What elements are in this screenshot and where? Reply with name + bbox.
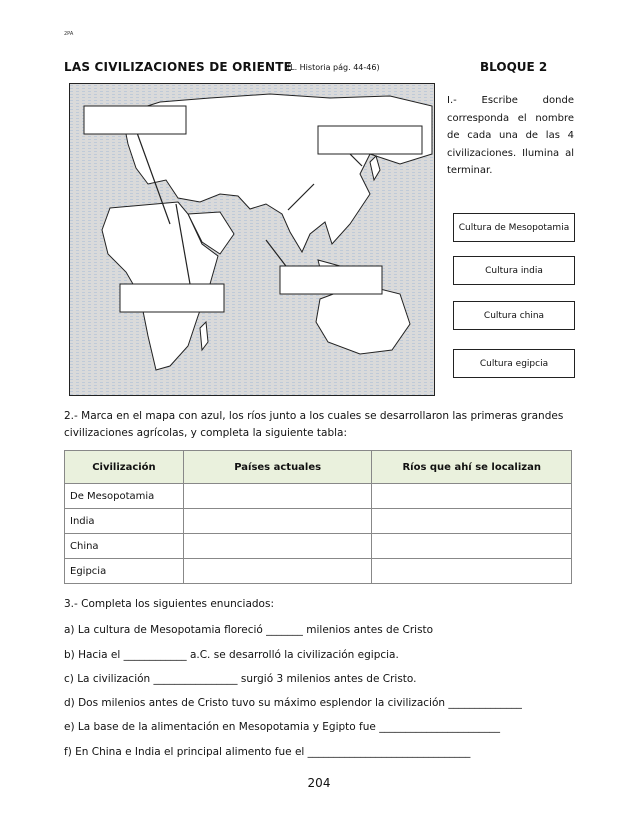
- exercise1-instruction: I.- Escribe donde corresponda el nombre de cada una de las 4 civilizaciones. Ilumina al terminar.: [447, 95, 574, 176]
- table-cell-input[interactable]: [372, 534, 572, 559]
- statement-b: b) Hacia el ____________ a.C. se desarrolló la civilización egipcia.: [64, 649, 399, 661]
- statement-c: c) La civilización ________________ surgió 3 milenios antes de Cristo.: [64, 673, 417, 685]
- bloque-label: BLOQUE 2: [480, 60, 548, 74]
- corner-mark: 2PA: [64, 31, 74, 37]
- option-egipcia: Cultura egipcia: [453, 349, 575, 378]
- table-header: Ríos que ahí se localizan: [372, 451, 572, 484]
- table-row: [65, 559, 572, 584]
- page-title: LAS CIVILIZACIONES DE ORIENTE: [64, 60, 293, 74]
- world-map: [69, 83, 435, 396]
- option-india: Cultura india: [453, 256, 575, 285]
- table-cell-input[interactable]: [372, 484, 572, 509]
- exercise2-instruction: 2.- Marca en el mapa con azul, los ríos junto a los cuales se desarrollaron las primeras grandes civilizaciones agrícolas, y completa la siguiente tabla:: [64, 410, 564, 439]
- table-cell-input[interactable]: [372, 559, 572, 584]
- book-reference: (L. Historia pág. 44-46): [287, 63, 380, 72]
- answer-box-4: [120, 284, 224, 312]
- civilizations-table: [64, 450, 572, 584]
- answer-box-3: [280, 266, 382, 294]
- table-header: Países actuales: [183, 451, 372, 484]
- option-mesopotamia: Cultura de Mesopotamia: [453, 213, 575, 242]
- table-cell-input[interactable]: [183, 509, 372, 534]
- table-cell: Egipcia: [65, 559, 184, 584]
- table-row: [65, 484, 572, 509]
- table-cell: De Mesopotamia: [65, 484, 184, 509]
- table-row: [65, 534, 572, 559]
- answer-box-2: [318, 126, 422, 154]
- statement-d: d) Dos milenios antes de Cristo tuvo su máximo esplendor la civilización ______________: [64, 697, 522, 709]
- table-row: [65, 509, 572, 534]
- table-cell-input[interactable]: [372, 509, 572, 534]
- table-cell-input[interactable]: [183, 534, 372, 559]
- page-number: 204: [307, 776, 331, 790]
- statement-e: e) La base de la alimentación en Mesopotamia y Egipto fue _______________________: [64, 721, 500, 733]
- table-header-row: [65, 451, 572, 484]
- table-cell: China: [65, 534, 184, 559]
- table-cell-input[interactable]: [183, 484, 372, 509]
- exercise3-title: 3.- Completa los siguientes enunciados:: [64, 598, 274, 610]
- statement-a: a) La cultura de Mesopotamia floreció _______ milenios antes de Cristo: [64, 624, 434, 636]
- statement-f: f) En China e India el principal alimento fue el _______________________________: [64, 746, 471, 758]
- table-header: Civilización: [65, 451, 184, 484]
- table-cell-input[interactable]: [183, 559, 372, 584]
- option-china: Cultura china: [453, 301, 575, 330]
- table-cell: India: [65, 509, 184, 534]
- answer-box-1: [84, 106, 186, 134]
